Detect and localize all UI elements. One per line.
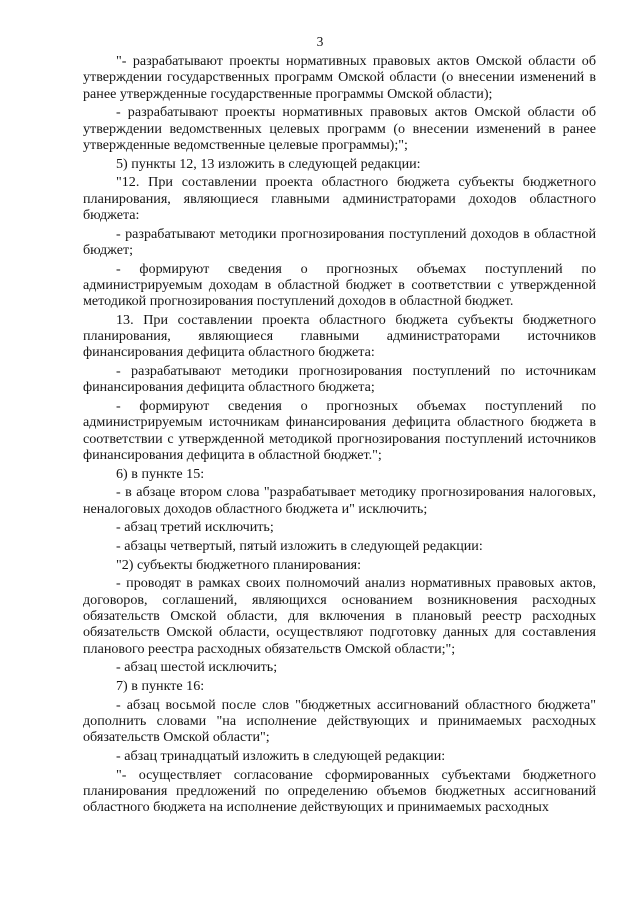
paragraph-6: - формируют сведения о прогнозных объемах поступлений по администрируемым доходам в областной бюджет в соответствии с утвержденной методикой прогнозирования поступлений доходов в областной бюджет. bbox=[83, 260, 596, 310]
paragraph-12: - абзац третий исключить; bbox=[116, 519, 274, 536]
document-body bbox=[83, 53, 596, 815]
paragraph-13: - абзацы четвертый, пятый изложить в следующей редакции: bbox=[116, 538, 483, 554]
paragraph-3: 5) пункты 12, 13 изложить в следующей редакции: bbox=[116, 155, 421, 172]
paragraph-16: - абзац шестой исключить; bbox=[116, 659, 278, 676]
paragraph-7: 13. При составлении проекта областного бюджета субъекты бюджетного планирования, являющиеся главными администраторами источников финансирования дефицита областного бюджета: bbox=[83, 311, 596, 361]
paragraph-18: - абзац восьмой после слов "бюджетных ассигнований областного бюджета" дополнить словами "на исполнение действующих и принимаемых расходных обязательств Омской области"; bbox=[83, 696, 596, 746]
paragraph-1: "- разрабатывают проекты нормативных правовых актов Омской области об утверждении государственных программ Омской области (о внесении изменений в ранее утвержденные государственные программы Омской области); bbox=[83, 53, 596, 102]
paragraph-5: - разрабатывают методики прогнозирования поступлений доходов в областной бюджет; bbox=[83, 225, 596, 258]
paragraph-20: "- осуществляет согласование сформированных субъектами бюджетного планирования предложений по определению объемов бюджетных ассигнований областного бюджета на исполнение действующих и принимаемых расходных bbox=[83, 766, 596, 816]
paragraph-19: - абзац тринадцатый изложить в следующей редакции: bbox=[116, 747, 446, 764]
paragraph-14: "2) субъекты бюджетного планирования: bbox=[116, 556, 362, 573]
paragraph-4: "12. При составлении проекта областного бюджета субъекты бюджетного планирования, являющиеся главными администраторами доходов областного бюджета: bbox=[83, 174, 596, 223]
paragraph-15: - проводят в рамках своих полномочий анализ нормативных правовых актов, договоров, соглашений, являющихся основанием возникновения расходных обязательств Омской области, для включения в плановый реестр расходных обязательств Омской области, осуществляют подготовку данных для составления планового реестра расходных обязательств Омской области;"; bbox=[83, 575, 596, 657]
paragraph-10: 6) в пункте 15: bbox=[116, 465, 205, 482]
paragraph-8: - разрабатывают методики прогнозирования поступлений по источникам финансирования дефицита областного бюджета; bbox=[83, 363, 596, 396]
paragraph-2: - разрабатывают проекты нормативных правовых актов Омской области об утверждении ведомственных целевых программ (о внесении изменений в ранее утвержденные ведомственные целевые программы);"; bbox=[83, 104, 596, 153]
paragraph-11: - в абзаце втором слова "разрабатывает методику прогнозирования налоговых, неналоговых доходов областного бюджета и" исключить; bbox=[83, 484, 596, 517]
paragraph-17: 7) в пункте 16: bbox=[116, 677, 205, 694]
page-number: 3 bbox=[316, 34, 324, 49]
paragraph-9: - формируют сведения о прогнозных объемах поступлений по администрируемым источникам финансирования дефицита областного бюджета в соответствии с утвержденной методикой прогнозирования поступлений источников финансирования дефицита в областной бюджет."; bbox=[83, 398, 596, 463]
